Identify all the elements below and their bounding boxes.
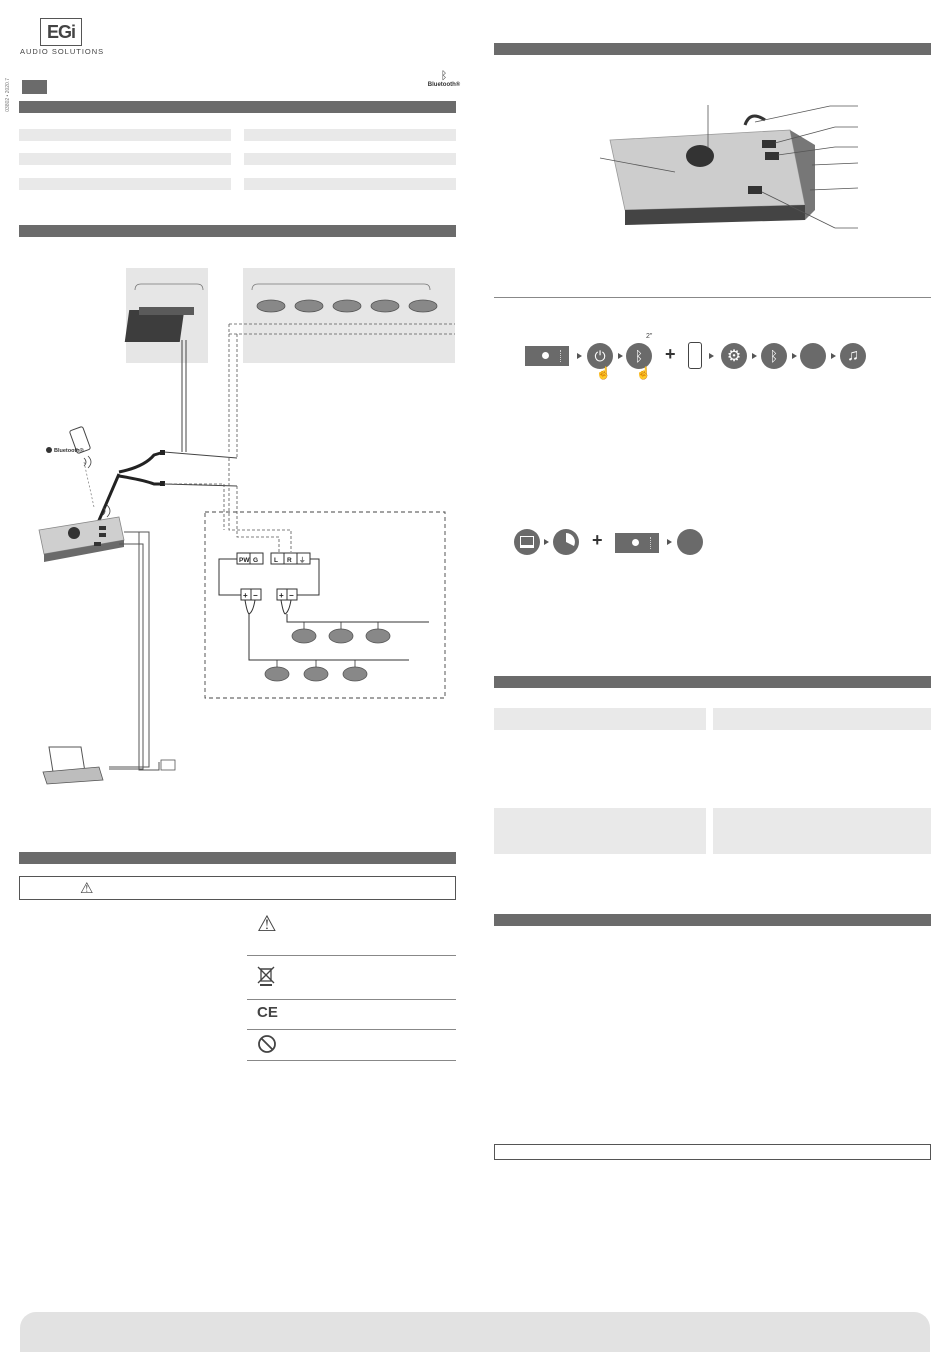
device-illustration <box>590 100 870 235</box>
polarity-minus-1: − <box>253 591 258 600</box>
step-arrow <box>667 539 672 545</box>
terminal-l: L <box>274 557 278 564</box>
note-box <box>494 1144 931 1160</box>
info-cell <box>494 808 706 854</box>
power-button-icon: ⏻ <box>587 343 613 369</box>
step-arrow <box>544 539 549 545</box>
bluetooth-press-icon: ᛒ <box>626 343 652 369</box>
finger-tap-icon: ☝ <box>636 366 651 380</box>
spec-cell <box>244 178 456 190</box>
crossed-bin-icon <box>257 965 275 987</box>
bluetooth-diagram-label: Bluetooth® <box>54 448 84 454</box>
warning-triangle-icon: ⚠ <box>80 880 94 897</box>
info-cell <box>713 808 931 854</box>
terminal-g: G <box>253 557 259 564</box>
terminal-r: R <box>287 557 292 564</box>
laptop-icon <box>514 529 540 555</box>
select-device-icon <box>677 529 703 555</box>
spec-cell <box>19 178 231 190</box>
info-cell <box>494 708 706 730</box>
terminal-pw: PW <box>239 557 250 564</box>
play-icon <box>553 529 579 555</box>
section-bar-4 <box>494 914 931 926</box>
bluetooth-icon: ᛒ <box>761 343 787 369</box>
wiring-diagram <box>19 262 459 802</box>
section-bar-device <box>494 43 931 55</box>
warning-triangle-icon: ⚠ <box>257 911 277 936</box>
warning-box <box>19 876 456 900</box>
press-timer-label: 2" <box>646 333 653 340</box>
document-code: 03802 • 2020.7 <box>5 78 11 112</box>
step-arrow <box>831 353 836 359</box>
spec-cell <box>244 129 456 141</box>
section-bar-safety <box>19 852 456 864</box>
terminal-ground: ⏚ <box>299 557 306 564</box>
section-bar-3 <box>494 676 931 688</box>
select-device-icon <box>800 343 826 369</box>
section-bar-2 <box>19 225 456 237</box>
finger-tap-icon: ☝ <box>596 366 611 380</box>
ce-mark-icon: CE <box>257 1004 278 1021</box>
step-arrow <box>792 353 797 359</box>
spec-cell <box>244 153 456 165</box>
language-tag <box>22 80 47 94</box>
brand-subtitle: AUDIO SOLUTIONS <box>20 47 105 56</box>
step-arrow <box>752 353 757 359</box>
step-arrow <box>577 353 582 359</box>
music-icon: ♫ <box>840 343 866 369</box>
brand-logo: EGi <box>40 18 82 46</box>
polarity-plus-2: + <box>279 591 284 600</box>
device-panel-icon <box>615 533 659 553</box>
divider <box>494 297 931 298</box>
polarity-plus-1: + <box>243 591 248 600</box>
spec-cell <box>19 129 231 141</box>
bluetooth-badge: ᛒ Bluetooth® <box>427 70 461 88</box>
step-arrow <box>618 353 623 359</box>
polarity-minus-2: − <box>289 591 294 600</box>
device-panel-icon <box>525 346 569 366</box>
symbol-row-prohibited <box>247 1029 456 1061</box>
step-arrow <box>709 353 714 359</box>
page-footer <box>20 1312 930 1352</box>
smartphone-icon <box>688 342 702 369</box>
section-bar-1 <box>19 101 456 113</box>
plus-sign: + <box>592 530 603 550</box>
spec-cell <box>19 153 231 165</box>
settings-icon: ⚙ <box>721 343 747 369</box>
prohibited-icon <box>257 1034 277 1054</box>
symbol-row-ce <box>247 999 456 1030</box>
info-cell <box>713 708 931 730</box>
plus-sign: + <box>665 344 676 364</box>
symbol-row-weee <box>247 955 456 1000</box>
bluetooth-icon: ᛒ <box>440 70 448 82</box>
symbol-row-warning <box>247 905 456 956</box>
